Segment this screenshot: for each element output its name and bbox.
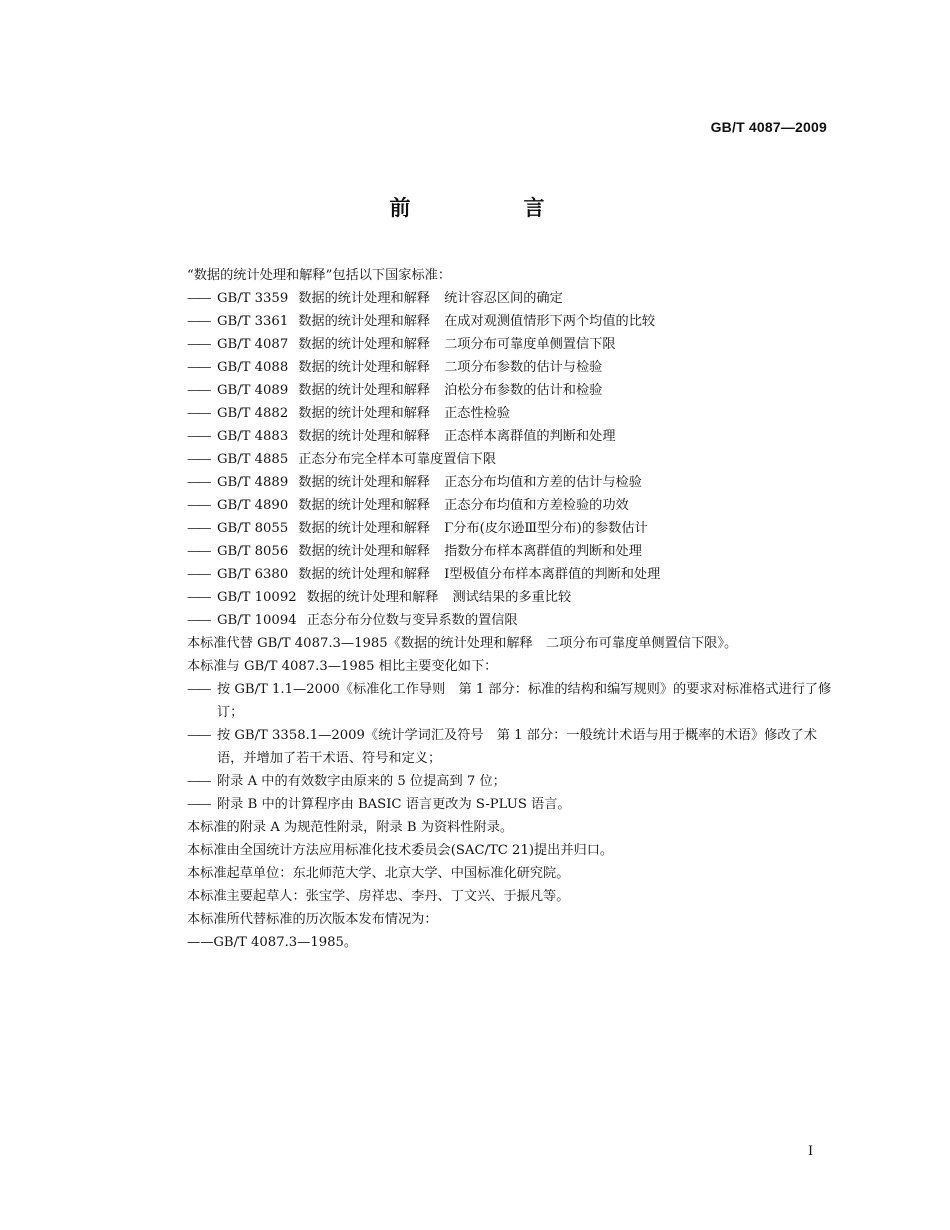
standard-list-item [187, 356, 837, 379]
standard-series-title: 数据的统计处理和解释 [298, 544, 431, 559]
standard-subject: 二项分布参数的估计与检验 [444, 360, 603, 375]
standard-series-title: 数据的统计处理和解释 [298, 383, 431, 398]
standard-code: GB/T 3359 [217, 291, 289, 306]
list-dash: —— [187, 774, 210, 789]
standard-list-item [187, 310, 837, 333]
history-list-item [187, 931, 837, 954]
standard-subject: 正态分布均值和方差检验的功效 [444, 498, 629, 513]
list-dash: —— [187, 590, 210, 605]
standard-subject: Ⅰ型极值分布样本离群值的判断和处理 [444, 567, 661, 582]
standard-code: GB/T 4088 [217, 360, 289, 375]
list-dash: —— [187, 935, 214, 950]
page-title: 前 言 [389, 195, 591, 220]
intro-paragraph: “数据的统计处理和解释”包括以下国家标准： [187, 268, 452, 283]
list-dash: —— [187, 383, 210, 398]
standard-list-item [187, 609, 837, 632]
change-list-item [187, 678, 837, 724]
change-text: 附录 A 中的有效数字由原来的 5 位提高到 7 位； [217, 774, 506, 789]
history-text: GB/T 4087.3—1985。 [213, 935, 358, 950]
history-intro: 本标准所代替标准的历次版本发布情况为： [187, 912, 438, 927]
list-dash: —— [187, 498, 210, 513]
standard-list-item [187, 448, 837, 471]
standard-list-item [187, 517, 837, 540]
standard-series-title: 数据的统计处理和解释 [298, 521, 431, 536]
standard-subject: 正态分布分位数与变异系数的置信限 [306, 613, 518, 628]
standard-code: GB/T 4089 [217, 383, 289, 398]
standard-code: GB/T 4882 [217, 406, 289, 421]
standard-code: GB/T 4889 [217, 475, 289, 490]
standard-subject: 二项分布可靠度单侧置信下限 [444, 337, 616, 352]
standard-series-title: 数据的统计处理和解释 [298, 429, 431, 444]
changes-list [187, 678, 837, 816]
standard-subject: 指数分布样本离群值的判断和处理 [444, 544, 642, 559]
standard-number: GB/T 4087—2009 [710, 119, 827, 135]
standard-list-item [187, 287, 837, 310]
change-list-item [187, 770, 837, 793]
standard-subject: 泊松分布参数的估计和检验 [444, 383, 603, 398]
standard-code: GB/T 4885 [217, 452, 289, 467]
standard-code: GB/T 3361 [217, 314, 289, 329]
change-text: 附录 B 中的计算程序由 BASIC 语言更改为 S-PLUS 语言。 [217, 797, 571, 812]
standard-subject: 正态样本离群值的判断和处理 [444, 429, 616, 444]
standard-list-item [187, 425, 837, 448]
standard-list-item [187, 494, 837, 517]
standard-list-item [187, 402, 837, 425]
list-dash: —— [187, 406, 210, 421]
list-dash: —— [187, 291, 210, 306]
list-dash: —— [187, 544, 210, 559]
standard-list-item [187, 563, 837, 586]
standard-subject: 正态分布均值和方差的估计与检验 [444, 475, 642, 490]
list-dash: —— [187, 797, 210, 812]
standard-subject: 统计容忍区间的确定 [444, 291, 563, 306]
standard-code: GB/T 10092 [217, 590, 297, 605]
standard-code: GB/T 8055 [217, 521, 289, 536]
standard-code: GB/T 6380 [217, 567, 289, 582]
standard-list-item [187, 586, 837, 609]
change-list-item [187, 793, 837, 816]
list-dash: —— [187, 429, 210, 444]
change-text: 按 GB/T 3358.1—2009《统计学词汇及符号 第 1 部分：一般统计术语与用于概率的术语》修改了术语，并增加了若干术语、符号和定义； [217, 728, 817, 766]
list-dash: —— [187, 337, 210, 352]
standard-subject: 正态分布完全样本可靠度置信下限 [298, 452, 497, 467]
list-dash: —— [187, 452, 210, 467]
standard-series-title: 数据的统计处理和解释 [298, 498, 431, 513]
standards-list [187, 287, 837, 632]
standard-code: GB/T 10094 [217, 613, 297, 628]
list-dash: —— [187, 613, 210, 628]
standard-code: GB/T 4087 [217, 337, 289, 352]
annex-note: 本标准的附录 A 为规范性附录，附录 B 为资料性附录。 [187, 820, 514, 835]
standard-code: GB/T 4883 [217, 429, 289, 444]
proposer-paragraph: 本标准由全国统计方法应用标准化技术委员会(SAC/TC 21)提出并归口。 [187, 843, 614, 858]
standard-list-item [187, 540, 837, 563]
standard-series-title: 数据的统计处理和解释 [298, 475, 431, 490]
standard-subject: 测试结果的多重比较 [452, 590, 572, 605]
standard-list-item [187, 333, 837, 356]
replaces-paragraph: 本标准代替 GB/T 4087.3—1985《数据的统计处理和解释 二项分布可靠度单侧置信下限》。 [187, 636, 738, 651]
standard-list-item [187, 379, 837, 402]
changes-intro: 本标准与 GB/T 4087.3—1985 相比主要变化如下： [187, 659, 498, 674]
standard-series-title: 数据的统计处理和解释 [298, 337, 431, 352]
standard-code: GB/T 4890 [217, 498, 289, 513]
list-dash: —— [187, 521, 210, 536]
drafting-units-paragraph: 本标准起草单位：东北师范大学、北京大学、中国标准化研究院。 [187, 866, 570, 881]
list-dash: —— [187, 360, 210, 375]
foreword-body [187, 264, 837, 954]
standard-subject: 正态性检验 [444, 406, 511, 421]
list-dash: —— [187, 682, 210, 697]
list-dash: —— [187, 475, 210, 490]
standard-code: GB/T 8056 [217, 544, 289, 559]
page-number: Ⅰ [808, 1144, 814, 1159]
standard-series-title: 数据的统计处理和解释 [306, 590, 439, 605]
change-list-item [187, 724, 837, 770]
list-dash: —— [187, 314, 210, 329]
standard-subject: Γ分布(皮尔逊Ⅲ型分布)的参数估计 [444, 521, 648, 536]
list-dash: —— [187, 728, 210, 743]
standard-series-title: 数据的统计处理和解释 [298, 567, 431, 582]
change-text: 按 GB/T 1.1—2000《标准化工作导则 第 1 部分：标准的结构和编写规则》的要求对标准格式进行了修订； [217, 682, 832, 720]
standard-series-title: 数据的统计处理和解释 [298, 360, 431, 375]
standard-list-item [187, 471, 837, 494]
standard-subject: 在成对观测值情形下两个均值的比较 [444, 314, 656, 329]
history-list [187, 931, 837, 954]
drafters-paragraph: 本标准主要起草人：张宝学、房祥忠、李丹、丁文兴、于振凡等。 [187, 889, 570, 904]
list-dash: —— [187, 567, 210, 582]
standard-series-title: 数据的统计处理和解释 [298, 406, 431, 421]
standard-series-title: 数据的统计处理和解释 [298, 314, 431, 329]
standard-series-title: 数据的统计处理和解释 [298, 291, 431, 306]
